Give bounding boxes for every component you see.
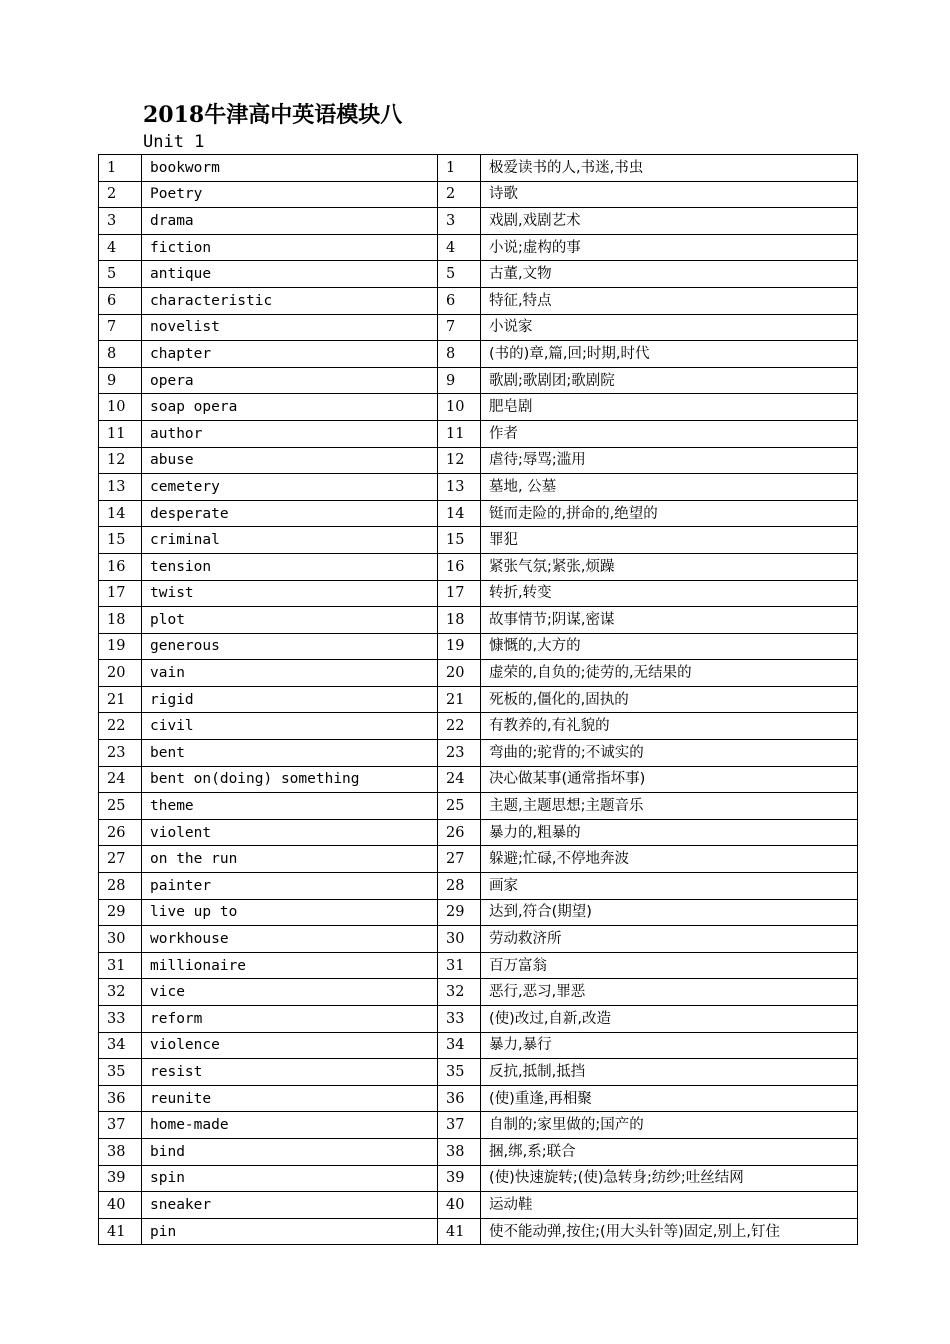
english-word: resist <box>142 1059 438 1086</box>
english-word: millionaire <box>142 952 438 979</box>
meaning-number: 15 <box>438 527 481 554</box>
meaning-number: 30 <box>438 926 481 953</box>
english-word: rigid <box>142 686 438 713</box>
row-number: 17 <box>99 580 142 607</box>
english-word: workhouse <box>142 926 438 953</box>
table-row <box>99 527 858 554</box>
chinese-meaning: 恶行,恶习,罪恶 <box>481 979 858 1006</box>
english-word: violent <box>142 819 438 846</box>
table-row <box>99 341 858 368</box>
row-number: 24 <box>99 766 142 793</box>
table-row <box>99 793 858 820</box>
chinese-meaning: 躲避;忙碌,不停地奔波 <box>481 846 858 873</box>
chinese-meaning: (使)改过,自新,改造 <box>481 1006 858 1033</box>
chinese-meaning: 紧张气氛;紧张,烦躁 <box>481 553 858 580</box>
table-row <box>99 979 858 1006</box>
chinese-meaning: 自制的;家里做的;国产的 <box>481 1112 858 1139</box>
chinese-meaning: 特征,特点 <box>481 287 858 314</box>
meaning-number: 4 <box>438 234 481 261</box>
row-number: 26 <box>99 819 142 846</box>
table-row <box>99 261 858 288</box>
meaning-number: 28 <box>438 873 481 900</box>
chinese-meaning: 小说;虚构的事 <box>481 234 858 261</box>
chinese-meaning: 歌剧;歌剧团;歌剧院 <box>481 367 858 394</box>
table-row <box>99 580 858 607</box>
chinese-meaning: 有教养的,有礼貌的 <box>481 713 858 740</box>
chinese-meaning: 罪犯 <box>481 527 858 554</box>
english-word: opera <box>142 367 438 394</box>
meaning-number: 31 <box>438 952 481 979</box>
row-number: 22 <box>99 713 142 740</box>
table-row <box>99 474 858 501</box>
meaning-number: 21 <box>438 686 481 713</box>
table-row <box>99 234 858 261</box>
table-row <box>99 952 858 979</box>
chinese-meaning: 古董,文物 <box>481 261 858 288</box>
row-number: 3 <box>99 208 142 235</box>
meaning-number: 22 <box>438 713 481 740</box>
chinese-meaning: (使)快速旋转;(使)急转身;纺纱;吐丝结网 <box>481 1165 858 1192</box>
table-row <box>99 1218 858 1245</box>
english-word: vice <box>142 979 438 1006</box>
chinese-meaning: 使不能动弹,按住;(用大头针等)固定,别上,钉住 <box>481 1218 858 1245</box>
english-word: novelist <box>142 314 438 341</box>
english-word: soap opera <box>142 394 438 421</box>
chinese-meaning: 墓地, 公墓 <box>481 474 858 501</box>
table-row <box>99 500 858 527</box>
row-number: 30 <box>99 926 142 953</box>
meaning-number: 27 <box>438 846 481 873</box>
unit-heading: Unit 1 <box>143 132 205 152</box>
meaning-number: 19 <box>438 633 481 660</box>
english-word: pin <box>142 1218 438 1245</box>
meaning-number: 17 <box>438 580 481 607</box>
meaning-number: 40 <box>438 1192 481 1219</box>
meaning-number: 2 <box>438 181 481 208</box>
row-number: 14 <box>99 500 142 527</box>
row-number: 12 <box>99 447 142 474</box>
table-row <box>99 553 858 580</box>
english-word: reform <box>142 1006 438 1033</box>
table-row <box>99 633 858 660</box>
meaning-number: 3 <box>438 208 481 235</box>
meaning-number: 11 <box>438 420 481 447</box>
row-number: 15 <box>99 527 142 554</box>
table-row <box>99 1006 858 1033</box>
chinese-meaning: 小说家 <box>481 314 858 341</box>
chinese-meaning: (书的)章,篇,回;时期,时代 <box>481 341 858 368</box>
row-number: 2 <box>99 181 142 208</box>
row-number: 31 <box>99 952 142 979</box>
english-word: reunite <box>142 1085 438 1112</box>
chinese-meaning: 极爱读书的人,书迷,书虫 <box>481 155 858 182</box>
chinese-meaning: 运动鞋 <box>481 1192 858 1219</box>
english-word: live up to <box>142 899 438 926</box>
chinese-meaning: 虚荣的,自负的;徒劳的,无结果的 <box>481 660 858 687</box>
chinese-meaning: 肥皂剧 <box>481 394 858 421</box>
english-word: Poetry <box>142 181 438 208</box>
row-number: 20 <box>99 660 142 687</box>
english-word: painter <box>142 873 438 900</box>
meaning-number: 10 <box>438 394 481 421</box>
row-number: 21 <box>99 686 142 713</box>
chinese-meaning: 作者 <box>481 420 858 447</box>
row-number: 18 <box>99 607 142 634</box>
row-number: 40 <box>99 1192 142 1219</box>
row-number: 19 <box>99 633 142 660</box>
english-word: spin <box>142 1165 438 1192</box>
row-number: 36 <box>99 1085 142 1112</box>
chinese-meaning: 劳动救济所 <box>481 926 858 953</box>
chinese-meaning: 暴力的,粗暴的 <box>481 819 858 846</box>
english-word: criminal <box>142 527 438 554</box>
table-row <box>99 1165 858 1192</box>
chinese-meaning: 达到,符合(期望) <box>481 899 858 926</box>
table-row <box>99 367 858 394</box>
chinese-meaning: 主题,主题思想;主题音乐 <box>481 793 858 820</box>
row-number: 25 <box>99 793 142 820</box>
vocabulary-table-body <box>99 155 858 1245</box>
table-row <box>99 1138 858 1165</box>
table-row <box>99 926 858 953</box>
english-word: antique <box>142 261 438 288</box>
meaning-number: 13 <box>438 474 481 501</box>
chinese-meaning: 故事情节;阴谋,密谋 <box>481 607 858 634</box>
chinese-meaning: 戏剧,戏剧艺术 <box>481 208 858 235</box>
chinese-meaning: 决心做某事(通常指坏事) <box>481 766 858 793</box>
row-number: 32 <box>99 979 142 1006</box>
chinese-meaning: 诗歌 <box>481 181 858 208</box>
table-row <box>99 1032 858 1059</box>
chinese-meaning: 转折,转变 <box>481 580 858 607</box>
meaning-number: 20 <box>438 660 481 687</box>
row-number: 11 <box>99 420 142 447</box>
table-row <box>99 607 858 634</box>
table-row <box>99 819 858 846</box>
meaning-number: 23 <box>438 740 481 767</box>
meaning-number: 36 <box>438 1085 481 1112</box>
chinese-meaning: 铤而走险的,拼命的,绝望的 <box>481 500 858 527</box>
meaning-number: 24 <box>438 766 481 793</box>
chinese-meaning: 死板的,僵化的,固执的 <box>481 686 858 713</box>
english-word: sneaker <box>142 1192 438 1219</box>
english-word: bind <box>142 1138 438 1165</box>
table-row <box>99 447 858 474</box>
table-row <box>99 660 858 687</box>
meaning-number: 25 <box>438 793 481 820</box>
table-row <box>99 1112 858 1139</box>
meaning-number: 38 <box>438 1138 481 1165</box>
row-number: 29 <box>99 899 142 926</box>
english-word: chapter <box>142 341 438 368</box>
meaning-number: 37 <box>438 1112 481 1139</box>
meaning-number: 32 <box>438 979 481 1006</box>
row-number: 10 <box>99 394 142 421</box>
chinese-meaning: 暴力,暴行 <box>481 1032 858 1059</box>
row-number: 35 <box>99 1059 142 1086</box>
row-number: 38 <box>99 1138 142 1165</box>
chinese-meaning: 虐待;辱骂;滥用 <box>481 447 858 474</box>
meaning-number: 6 <box>438 287 481 314</box>
table-row <box>99 1059 858 1086</box>
table-row <box>99 1085 858 1112</box>
chinese-meaning: 画家 <box>481 873 858 900</box>
english-word: plot <box>142 607 438 634</box>
english-word: on the run <box>142 846 438 873</box>
row-number: 9 <box>99 367 142 394</box>
chinese-meaning: 弯曲的;驼背的;不诚实的 <box>481 740 858 767</box>
row-number: 34 <box>99 1032 142 1059</box>
table-row <box>99 314 858 341</box>
table-row <box>99 208 858 235</box>
english-word: bent <box>142 740 438 767</box>
row-number: 37 <box>99 1112 142 1139</box>
table-row <box>99 287 858 314</box>
meaning-number: 34 <box>438 1032 481 1059</box>
english-word: cemetery <box>142 474 438 501</box>
english-word: civil <box>142 713 438 740</box>
table-row <box>99 740 858 767</box>
meaning-number: 12 <box>438 447 481 474</box>
english-word: twist <box>142 580 438 607</box>
english-word: drama <box>142 208 438 235</box>
english-word: violence <box>142 1032 438 1059</box>
row-number: 6 <box>99 287 142 314</box>
meaning-number: 41 <box>438 1218 481 1245</box>
english-word: tension <box>142 553 438 580</box>
meaning-number: 26 <box>438 819 481 846</box>
table-row <box>99 1192 858 1219</box>
meaning-number: 5 <box>438 261 481 288</box>
chinese-meaning: 反抗,抵制,抵挡 <box>481 1059 858 1086</box>
row-number: 28 <box>99 873 142 900</box>
table-row <box>99 713 858 740</box>
row-number: 39 <box>99 1165 142 1192</box>
meaning-number: 9 <box>438 367 481 394</box>
table-row <box>99 899 858 926</box>
table-row <box>99 420 858 447</box>
row-number: 1 <box>99 155 142 182</box>
row-number: 5 <box>99 261 142 288</box>
row-number: 23 <box>99 740 142 767</box>
meaning-number: 18 <box>438 607 481 634</box>
table-row <box>99 686 858 713</box>
row-number: 8 <box>99 341 142 368</box>
chinese-meaning: 捆,绑,系;联合 <box>481 1138 858 1165</box>
english-word: vain <box>142 660 438 687</box>
meaning-number: 35 <box>438 1059 481 1086</box>
chinese-meaning: (使)重逢,再相聚 <box>481 1085 858 1112</box>
chinese-meaning: 慷慨的,大方的 <box>481 633 858 660</box>
table-row <box>99 181 858 208</box>
table-row <box>99 873 858 900</box>
meaning-number: 39 <box>438 1165 481 1192</box>
english-word: generous <box>142 633 438 660</box>
row-number: 41 <box>99 1218 142 1245</box>
english-word: fiction <box>142 234 438 261</box>
english-word: theme <box>142 793 438 820</box>
table-row <box>99 846 858 873</box>
vocabulary-table <box>98 154 858 1245</box>
meaning-number: 7 <box>438 314 481 341</box>
english-word: characteristic <box>142 287 438 314</box>
english-word: author <box>142 420 438 447</box>
row-number: 27 <box>99 846 142 873</box>
table-row <box>99 766 858 793</box>
english-word: desperate <box>142 500 438 527</box>
meaning-number: 1 <box>438 155 481 182</box>
meaning-number: 16 <box>438 553 481 580</box>
row-number: 16 <box>99 553 142 580</box>
english-word: home-made <box>142 1112 438 1139</box>
table-row <box>99 394 858 421</box>
table-row <box>99 155 858 182</box>
meaning-number: 29 <box>438 899 481 926</box>
meaning-number: 8 <box>438 341 481 368</box>
english-word: bent on(doing) something <box>142 766 438 793</box>
chinese-meaning: 百万富翁 <box>481 952 858 979</box>
row-number: 13 <box>99 474 142 501</box>
document-title: 2018牛津高中英语模块八 <box>143 102 403 128</box>
english-word: bookworm <box>142 155 438 182</box>
meaning-number: 14 <box>438 500 481 527</box>
row-number: 33 <box>99 1006 142 1033</box>
row-number: 7 <box>99 314 142 341</box>
english-word: abuse <box>142 447 438 474</box>
meaning-number: 33 <box>438 1006 481 1033</box>
row-number: 4 <box>99 234 142 261</box>
